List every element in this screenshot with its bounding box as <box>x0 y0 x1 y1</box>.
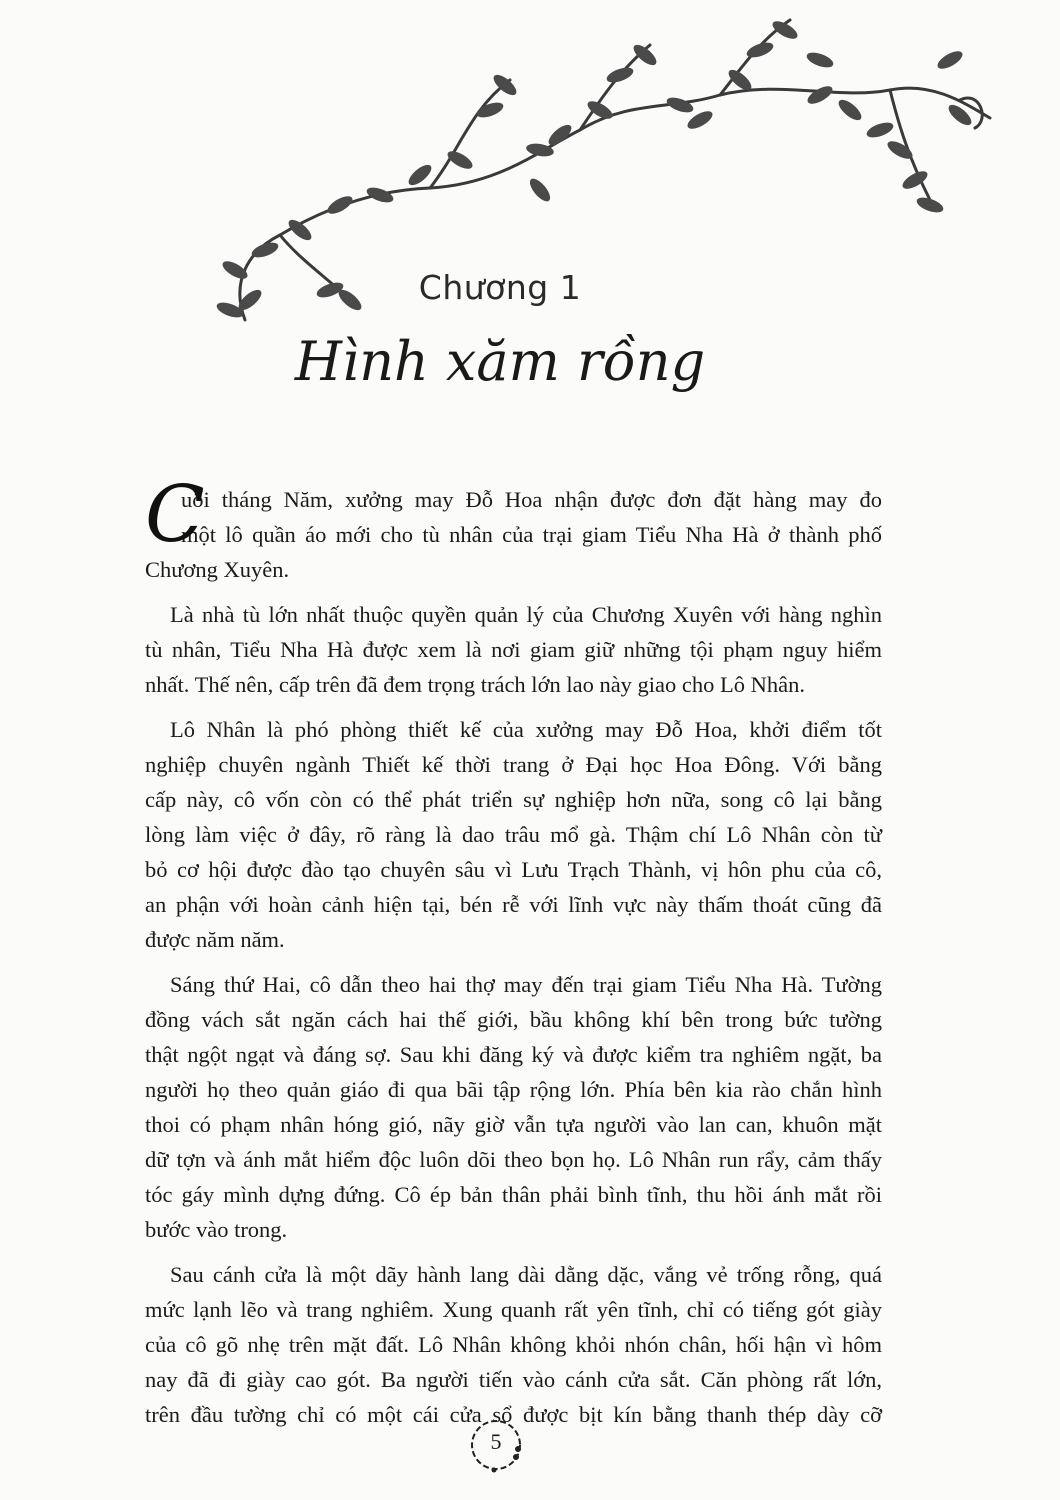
chapter-body <box>145 470 882 1442</box>
page-number-ornament <box>466 1415 526 1475</box>
paragraph <box>145 597 882 702</box>
leaf-icon <box>835 96 864 123</box>
drop-cap: C <box>145 470 205 560</box>
text-line: Lô Nhân là phó phòng thiết kế của xưởng may Đỗ Hoa, khởi điểm tốt <box>170 717 882 742</box>
leaf-icon <box>805 50 835 71</box>
text-line: của cô gõ nhẹ trên mặt đất. Lô Nhân không khỏi nhón chân, hối hận vì hôm <box>145 1332 882 1357</box>
leaf-icon <box>605 65 635 86</box>
text-line: an phận với hoàn cảnh hiện tại, bén rễ với lĩnh vực này thấm thoát cũng đã <box>145 892 882 917</box>
leaf-icon <box>935 48 965 72</box>
chapter-title: Hình xăm rồng <box>294 330 706 393</box>
chapter-label: Chương 1 <box>418 268 582 307</box>
text-line: một lô quần áo mới cho tù nhân của trại giam Tiểu Nha Hà ở thành phố <box>181 522 882 547</box>
text-line: đồng vách sắt ngăn cách hai thế giới, bầu không khí bên trong bức tường <box>145 1007 882 1032</box>
text-line: người họ theo quản giáo đi qua bãi tập rộng lớn. Phía bên kia rào chắn hình <box>145 1077 882 1102</box>
leaf-icon <box>405 161 434 188</box>
text-line: Chương Xuyên. <box>145 557 290 582</box>
text-line: bước vào trong. <box>145 1217 288 1242</box>
text-line: tù nhân, Tiểu Nha Hà được xem là nơi giam giữ những tội phạm nguy hiểm <box>145 637 882 662</box>
text-line: nay đã đi giày cao gót. Ba người tiến vào cánh cửa sắt. Căn phòng rất lớn, <box>145 1367 882 1392</box>
leaf-icon <box>805 83 835 107</box>
text-line: trên đầu tường chỉ có một cái cửa sổ được bịt kín bằng thanh thép dày cỡ <box>145 1402 882 1427</box>
text-line: được năm năm. <box>145 927 285 952</box>
text-line: thoi có phạm nhân hóng gió, nãy giờ vẫn tựa người vào lan can, khuôn mặt <box>145 1112 882 1137</box>
text-line: lòng làm việc ở đây, rõ ràng là dao trâu mổ gà. Thậm chí Lô Nhân còn từ <box>145 822 882 847</box>
leaf-icon <box>526 175 553 204</box>
paragraph <box>145 712 882 957</box>
paragraph <box>145 470 882 587</box>
paragraph <box>145 1257 882 1432</box>
text-line: dữ tợn và ánh mắt hiểm độc luôn dõi theo bọn họ. Lô Nhân run rẩy, cảm thấy <box>145 1147 882 1172</box>
leaf-icon <box>665 95 695 116</box>
text-line: Sáng thứ Hai, cô dẫn theo hai thợ may đến trại giam Tiểu Nha Hà. Tường <box>170 972 882 997</box>
text-line: thật ngột ngạt và đáng sợ. Sau khi đăng ký và được kiểm tra nghiêm ngặt, ba <box>145 1042 882 1067</box>
text-line: Sau cánh cửa là một dãy hành lang dài dằng dặc, vắng vẻ trống rỗng, quá <box>170 1262 882 1287</box>
text-line: mức lạnh lẽo và trang nghiêm. Xung quanh rất yên tĩnh, chỉ có tiếng gót giày <box>145 1297 882 1322</box>
text-line: Là nhà tù lớn nhất thuộc quyền quản lý của Chương Xuyên với hàng nghìn <box>170 602 882 627</box>
leaf-icon <box>630 41 659 68</box>
text-line: bỏ cơ hội được đào tạo chuyên sâu vì Lưu Trạch Thành, vị hôn phu của cô, <box>145 857 882 882</box>
text-line: nhất. Thế nên, cấp trên đã đem trọng trách lớn lao này giao cho Lô Nhân. <box>145 672 806 697</box>
text-line: cấp này, cô vốn còn có thể phát triển sự nghiệp hơn nữa, song cô lại bằng <box>145 787 882 812</box>
leaf-icon <box>365 185 395 206</box>
text-line: tóc gáy mình dựng đứng. Cô ép bản thân phải bình tĩnh, thu hồi ánh mắt rồi <box>145 1182 882 1207</box>
leaf-icon <box>865 120 895 141</box>
leaf-icon <box>475 100 505 121</box>
paragraph <box>145 967 882 1247</box>
leaf-icon <box>325 193 355 217</box>
text-line: uối tháng Năm, xưởng may Đỗ Hoa nhận được đơn đặt hàng may đo <box>181 487 882 512</box>
text-line: nghiệp chuyên ngành Thiết kế thời trang ở Đại học Hoa Đông. Với bằng <box>145 752 882 777</box>
page-number: 5 <box>490 1429 502 1454</box>
